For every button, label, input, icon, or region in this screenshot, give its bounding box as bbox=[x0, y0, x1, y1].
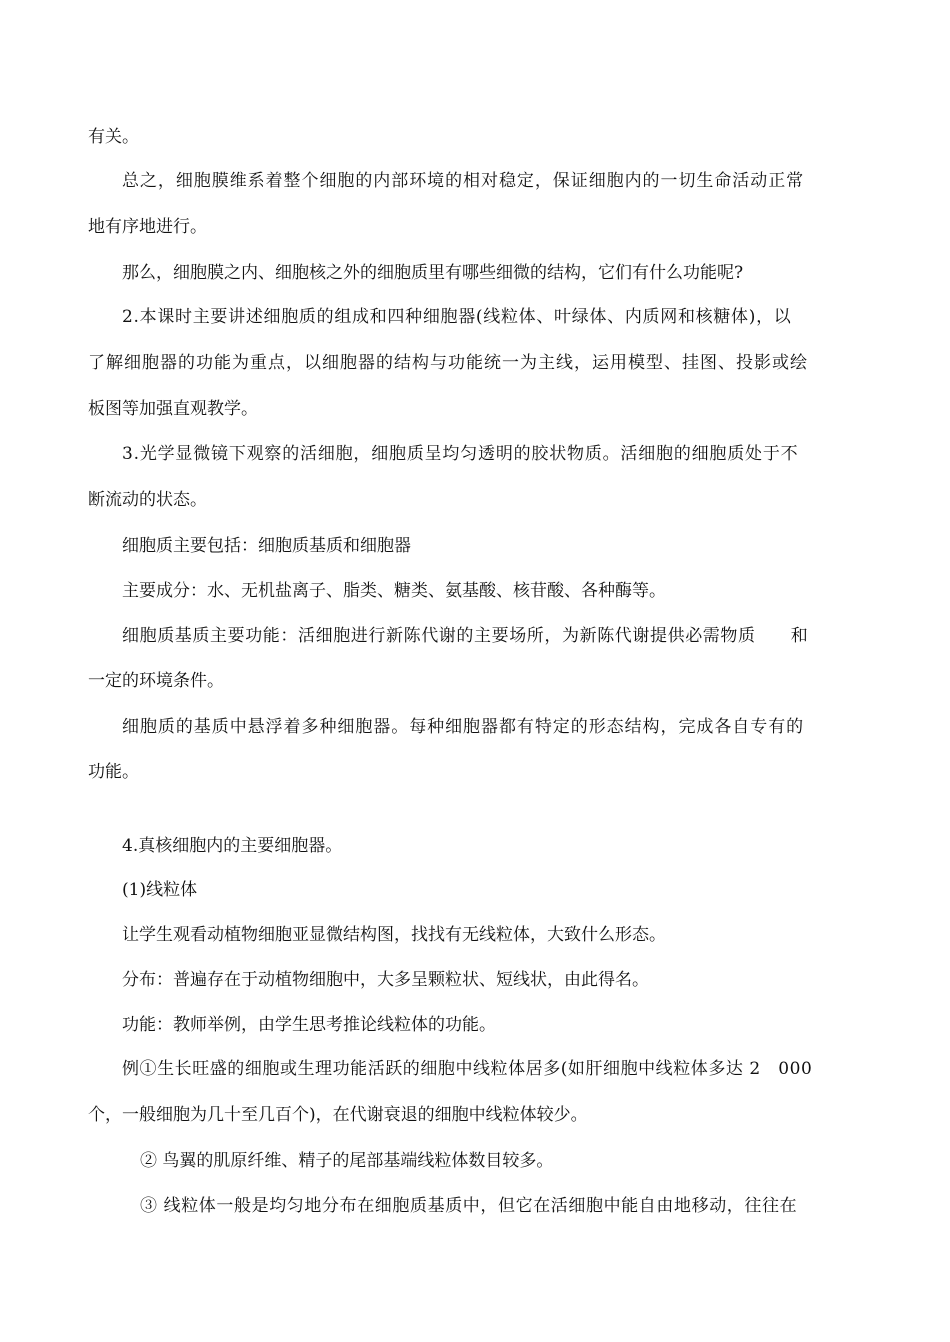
text-line: 主要成分：水、无机盐离子、脂类、糖类、氨基酸、核苷酸、各种酶等。 bbox=[122, 581, 666, 601]
text-line: 有关。 bbox=[88, 127, 139, 147]
text-line: 了解细胞器的功能为重点，以细胞器的结构与功能统一为主线，运用模型、挂图、投影或绘 bbox=[88, 353, 808, 373]
text-line: 板图等加强直观教学。 bbox=[88, 399, 258, 419]
text-line: 分布：普遍存在于动植物细胞中，大多呈颗粒状、短线状，由此得名。 bbox=[122, 970, 649, 990]
text-line: ③ 线粒体一般是均匀地分布在细胞质基质中，但它在活细胞中能自由地移动，往往在 bbox=[140, 1196, 798, 1216]
text-line: 让学生观看动植物细胞亚显微结构图，找找有无线粒体，大致什么形态。 bbox=[122, 925, 666, 945]
text-line: 断流动的状态。 bbox=[88, 490, 207, 510]
text-line: 细胞质主要包括：细胞质基质和细胞器 bbox=[122, 536, 411, 556]
text-line: 2.本课时主要讲述细胞质的组成和四种细胞器(线粒体、叶绿体、内质网和核糖体)，以 bbox=[122, 307, 792, 327]
section-heading: 4.真核细胞内的主要细胞器。 bbox=[122, 836, 343, 856]
text-line: 细胞质基质主要功能：活细胞进行新陈代谢的主要场所，为新陈代谢提供必需物质 和 bbox=[122, 626, 809, 646]
text-line: 个，一般细胞为几十至几百个)，在代谢衰退的细胞中线粒体较少。 bbox=[88, 1105, 588, 1125]
text-line: ② 鸟翼的肌原纤维、精子的尾部基端线粒体数目较多。 bbox=[140, 1151, 554, 1171]
text-line: 3.光学显微镜下观察的活细胞，细胞质呈均匀透明的胶状物质。活细胞的细胞质处于不 bbox=[122, 444, 799, 464]
text-line: 一定的环境条件。 bbox=[88, 671, 224, 691]
text-line: 功能：教师举例，由学生思考推论线粒体的功能。 bbox=[122, 1015, 496, 1035]
text-line: 那么，细胞膜之内、细胞核之外的细胞质里有哪些细微的结构，它们有什么功能呢? bbox=[122, 263, 744, 283]
text-line: 功能。 bbox=[88, 762, 139, 782]
text-line: 例①生长旺盛的细胞或生理功能活跃的细胞中线粒体居多(如肝细胞中线粒体多达 2 000 bbox=[122, 1059, 813, 1079]
text-line: 地有序地进行。 bbox=[88, 217, 207, 237]
text-line: 总之，细胞膜维系着整个细胞的内部环境的相对稳定，保证细胞内的一切生命活动正常 bbox=[122, 171, 805, 191]
text-line: 细胞质的基质中悬浮着多种细胞器。每种细胞器都有特定的形态结构，完成各自专有的 bbox=[122, 717, 805, 737]
subsection-heading: (1)线粒体 bbox=[122, 880, 198, 900]
